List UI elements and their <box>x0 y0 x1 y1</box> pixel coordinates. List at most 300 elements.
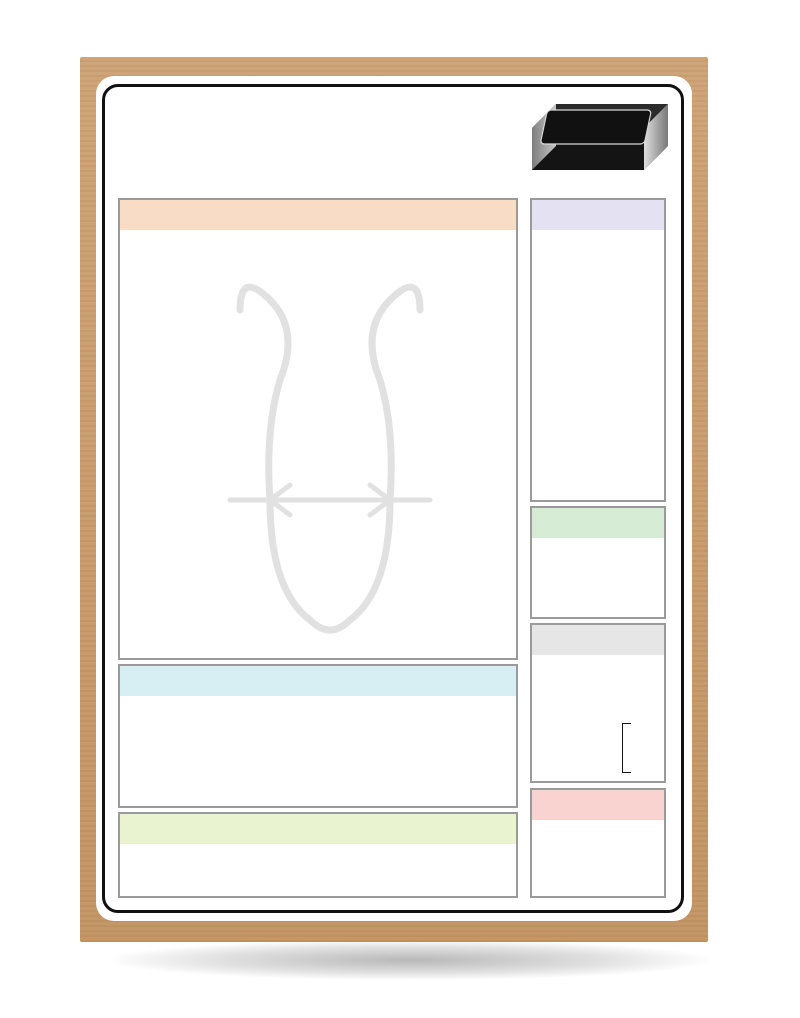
table-row <box>541 601 589 616</box>
resistor-value <box>346 371 403 388</box>
resistor-value <box>120 640 177 657</box>
table-row <box>541 572 589 587</box>
resistor-value <box>403 455 460 472</box>
resistor-value <box>346 253 403 270</box>
transistor-marking <box>599 362 633 378</box>
resistor-value <box>290 421 347 438</box>
resistor-value <box>403 287 460 304</box>
resistor-value <box>177 236 234 253</box>
transistor-part <box>541 378 599 394</box>
resistor-value <box>459 388 516 405</box>
table-row <box>541 394 667 410</box>
resistor-value <box>290 287 347 304</box>
resistor-value <box>177 640 234 657</box>
ics-section <box>530 506 666 619</box>
resistor-value <box>459 287 516 304</box>
resistor-value <box>177 320 234 337</box>
transistor-marking <box>599 410 633 426</box>
table-row <box>120 472 516 489</box>
transistor-marking <box>599 473 633 489</box>
resistor-value <box>346 607 403 624</box>
resistor-value <box>233 388 290 405</box>
resistor-value <box>459 421 516 438</box>
resistor-value <box>290 590 347 607</box>
resistor-value <box>346 556 403 573</box>
resistor-value <box>403 590 460 607</box>
transistor-marking <box>599 251 633 267</box>
resistor-value <box>459 236 516 253</box>
resistor-value <box>120 388 177 405</box>
resistor-value <box>290 522 347 539</box>
resistor-value <box>233 337 290 354</box>
table-row <box>120 253 516 270</box>
transistors-header <box>532 200 664 230</box>
resistor-value <box>459 455 516 472</box>
resistor-value <box>459 404 516 421</box>
transistor-type <box>633 330 667 346</box>
table-row <box>541 542 589 557</box>
resistor-value <box>346 573 403 590</box>
resistor-value <box>177 607 234 624</box>
resistor-value <box>346 640 403 657</box>
resistor-value <box>177 404 234 421</box>
transistor-part <box>541 330 599 346</box>
resistor-value <box>120 556 177 573</box>
resistor-value <box>290 573 347 590</box>
resistor-value <box>346 506 403 523</box>
resistor-value <box>233 253 290 270</box>
table-row <box>120 337 516 354</box>
resistor-value <box>177 438 234 455</box>
table-row <box>541 840 605 855</box>
resistor-value <box>233 303 290 320</box>
table-row <box>541 362 667 378</box>
resistor-value <box>403 438 460 455</box>
resistor-value <box>459 506 516 523</box>
resistor-value <box>177 590 234 607</box>
transistor-marking <box>599 235 633 251</box>
resistor-value <box>177 489 234 506</box>
table-row <box>120 421 516 438</box>
list-item <box>618 667 658 682</box>
table-row <box>120 623 516 640</box>
chip-resistor-icon <box>528 98 672 178</box>
resistor-value <box>120 455 177 472</box>
resistor-value <box>459 337 516 354</box>
table-row <box>541 267 667 283</box>
resistor-value <box>290 455 347 472</box>
resistor-value <box>120 573 177 590</box>
transistor-part <box>541 410 599 426</box>
resistor-value <box>233 573 290 590</box>
resistors-header <box>120 200 516 230</box>
resistor-value <box>346 337 403 354</box>
resistor-value <box>120 472 177 489</box>
table-row <box>541 869 605 884</box>
transistor-marking <box>599 314 633 330</box>
table-row <box>541 825 605 840</box>
resistor-value <box>346 236 403 253</box>
table-row <box>541 586 589 601</box>
resistor-value <box>403 472 460 489</box>
transistor-part <box>541 442 599 458</box>
table-row <box>541 442 667 458</box>
transistor-marking <box>599 378 633 394</box>
table-row <box>541 346 667 362</box>
resistor-value <box>233 472 290 489</box>
resistor-value <box>346 455 403 472</box>
table-row <box>120 489 516 506</box>
led-table <box>541 825 605 898</box>
table-row <box>120 438 516 455</box>
resistor-value <box>346 590 403 607</box>
resistor-value <box>403 421 460 438</box>
resistor-value <box>403 506 460 523</box>
table-row <box>541 854 605 869</box>
table-row <box>120 455 516 472</box>
resistor-value <box>459 438 516 455</box>
transistor-marking <box>599 346 633 362</box>
led-color <box>541 869 605 884</box>
ic-part <box>541 601 589 616</box>
table-row <box>120 270 516 287</box>
resistor-value <box>177 371 234 388</box>
transistor-part <box>541 251 599 267</box>
transistor-part <box>541 362 599 378</box>
resistor-value <box>403 607 460 624</box>
transistor-type <box>633 394 667 410</box>
diodes-section <box>118 812 518 898</box>
table-row <box>120 573 516 590</box>
resistor-value <box>403 522 460 539</box>
resistor-value <box>290 354 347 371</box>
table-row <box>541 299 667 315</box>
table-row <box>120 607 516 624</box>
table-row <box>120 522 516 539</box>
table-row <box>120 303 516 320</box>
resistor-value <box>459 303 516 320</box>
inductor-0420-bracket <box>622 723 631 773</box>
resistor-value <box>120 623 177 640</box>
transistor-part <box>541 299 599 315</box>
resistor-value <box>403 303 460 320</box>
resistor-value <box>290 472 347 489</box>
resistor-value <box>290 640 347 657</box>
transistor-marking <box>599 426 633 442</box>
resistor-value <box>459 270 516 287</box>
resistor-value <box>459 539 516 556</box>
resistor-value <box>233 236 290 253</box>
resistor-value <box>177 270 234 287</box>
ics-header <box>532 508 664 538</box>
resistor-value <box>120 270 177 287</box>
transistor-type <box>633 299 667 315</box>
resistor-value <box>459 320 516 337</box>
resistor-value <box>403 253 460 270</box>
led-color <box>541 840 605 855</box>
transistor-type <box>633 235 667 251</box>
transistor-type <box>633 410 667 426</box>
resistor-value <box>290 607 347 624</box>
resistor-value <box>290 388 347 405</box>
transistor-type <box>633 314 667 330</box>
table-row <box>120 236 516 253</box>
table-row <box>120 506 516 523</box>
resistor-value <box>177 556 234 573</box>
resistor-value <box>233 320 290 337</box>
resistor-value <box>403 556 460 573</box>
table-row <box>120 388 516 405</box>
table-row <box>120 371 516 388</box>
resistor-value <box>459 253 516 270</box>
resistor-value <box>120 438 177 455</box>
resistor-value <box>346 287 403 304</box>
table-row <box>541 557 589 572</box>
resistor-value <box>403 236 460 253</box>
resistor-value <box>403 623 460 640</box>
transistor-type <box>633 267 667 283</box>
resistor-value <box>177 506 234 523</box>
resistor-value <box>120 590 177 607</box>
transistor-part <box>541 283 599 299</box>
resistor-value <box>233 607 290 624</box>
resistor-value <box>290 270 347 287</box>
resistor-value <box>459 607 516 624</box>
resistor-value <box>346 623 403 640</box>
resistor-value <box>403 640 460 657</box>
transistor-type <box>633 442 667 458</box>
resistor-value <box>346 421 403 438</box>
transistor-marking <box>599 442 633 458</box>
table-row <box>541 314 667 330</box>
transistor-marking <box>599 330 633 346</box>
transistor-type <box>633 457 667 473</box>
transistor-marking <box>599 267 633 283</box>
resistor-value <box>403 320 460 337</box>
transistor-part <box>541 457 599 473</box>
ic-part <box>541 586 589 601</box>
resistor-value <box>403 388 460 405</box>
resistor-value <box>233 556 290 573</box>
resistor-value <box>120 337 177 354</box>
led-color <box>541 854 605 869</box>
resistor-value <box>233 421 290 438</box>
resistor-value <box>233 590 290 607</box>
transistor-part <box>541 473 599 489</box>
transistor-type <box>633 283 667 299</box>
resistor-value <box>120 607 177 624</box>
ic-part <box>541 557 589 572</box>
table-row <box>541 330 667 346</box>
resistor-value <box>403 573 460 590</box>
resistor-value <box>459 556 516 573</box>
resistor-value <box>290 489 347 506</box>
transistor-part <box>541 235 599 251</box>
transistor-table <box>541 235 667 505</box>
transistor-part <box>541 267 599 283</box>
ic-part <box>541 542 589 557</box>
resistor-value <box>120 236 177 253</box>
transistor-type <box>633 346 667 362</box>
resistor-value <box>346 354 403 371</box>
resistor-value <box>177 472 234 489</box>
resistor-value <box>403 337 460 354</box>
resistor-value <box>177 573 234 590</box>
leds-header <box>532 790 664 820</box>
resistor-value <box>233 371 290 388</box>
list-item <box>618 697 658 712</box>
resistor-value <box>233 354 290 371</box>
resistor-value <box>459 354 516 371</box>
resistor-value <box>177 539 234 556</box>
resistor-value <box>403 489 460 506</box>
table-row <box>120 556 516 573</box>
resistor-value <box>120 421 177 438</box>
resistor-value <box>459 623 516 640</box>
resistor-value <box>403 371 460 388</box>
led-color <box>541 883 605 898</box>
resistor-value <box>233 438 290 455</box>
resistor-value <box>233 506 290 523</box>
diodes-header <box>120 814 516 844</box>
transistor-marking <box>599 299 633 315</box>
table-row <box>541 235 667 251</box>
resistor-value <box>177 623 234 640</box>
resistor-value <box>233 522 290 539</box>
resistor-value <box>459 590 516 607</box>
resistor-value <box>233 404 290 421</box>
resistor-value <box>290 623 347 640</box>
resistor-value <box>459 489 516 506</box>
resistor-value-table <box>120 236 516 657</box>
resistor-value <box>290 438 347 455</box>
list-item <box>618 682 658 697</box>
resistor-value <box>346 522 403 539</box>
resistor-value <box>290 253 347 270</box>
transistor-part <box>541 346 599 362</box>
transistor-marking <box>599 394 633 410</box>
table-row <box>541 378 667 394</box>
resistor-value <box>403 404 460 421</box>
resistor-value <box>459 472 516 489</box>
table-row <box>120 287 516 304</box>
resistor-value <box>346 539 403 556</box>
resistor-value <box>290 404 347 421</box>
leds-section <box>530 788 666 898</box>
transistor-marking <box>599 283 633 299</box>
resistor-value <box>177 455 234 472</box>
resistor-value <box>346 404 403 421</box>
resistor-value <box>177 522 234 539</box>
resistor-value <box>346 388 403 405</box>
transistor-type <box>633 362 667 378</box>
resistor-value <box>233 270 290 287</box>
transistor-part <box>541 489 599 505</box>
table-row <box>120 320 516 337</box>
table-row <box>120 539 516 556</box>
resistor-value <box>120 506 177 523</box>
transistor-part <box>541 394 599 410</box>
table-row <box>541 251 667 267</box>
resistor-value <box>233 455 290 472</box>
transistor-marking <box>599 489 633 505</box>
table-row <box>120 640 516 657</box>
resistor-value <box>177 421 234 438</box>
table-row <box>541 426 667 442</box>
resistor-value <box>346 303 403 320</box>
transistor-type <box>633 473 667 489</box>
resistor-value <box>120 287 177 304</box>
transistor-type <box>633 378 667 394</box>
resistor-value <box>459 640 516 657</box>
transistor-type <box>633 251 667 267</box>
resistor-value <box>290 320 347 337</box>
resistor-value <box>120 404 177 421</box>
resistor-value <box>346 270 403 287</box>
transistor-part <box>541 426 599 442</box>
table-row <box>541 457 667 473</box>
table-row <box>541 410 667 426</box>
resistor-value <box>120 253 177 270</box>
inductors-header <box>532 625 664 655</box>
resistor-value <box>120 371 177 388</box>
table-row <box>541 489 667 505</box>
resistor-value <box>233 623 290 640</box>
ic-table <box>541 542 589 616</box>
transistor-part <box>541 314 599 330</box>
resistor-value <box>177 287 234 304</box>
resistor-value <box>177 303 234 320</box>
transistor-type <box>633 489 667 505</box>
resistor-value <box>233 287 290 304</box>
resistor-value <box>120 320 177 337</box>
resistor-value <box>290 506 347 523</box>
resistor-value <box>459 522 516 539</box>
table-row <box>541 883 605 898</box>
ic-part <box>541 572 589 587</box>
table-row <box>120 354 516 371</box>
resistor-value <box>290 236 347 253</box>
table-row <box>120 404 516 421</box>
resistor-value <box>120 539 177 556</box>
resistor-value <box>403 354 460 371</box>
resistor-value <box>290 303 347 320</box>
resistor-value <box>120 522 177 539</box>
transistor-marking <box>599 457 633 473</box>
capacitors-section <box>118 664 518 808</box>
resistor-value <box>346 438 403 455</box>
resistor-value <box>459 573 516 590</box>
table-row <box>541 283 667 299</box>
resistor-value <box>177 388 234 405</box>
resistor-value <box>346 472 403 489</box>
resistor-value <box>346 489 403 506</box>
resistor-value <box>290 556 347 573</box>
capacitors-header <box>120 666 516 696</box>
resistors-section <box>118 198 518 660</box>
table-row <box>541 473 667 489</box>
resistor-value <box>120 489 177 506</box>
resistor-value <box>290 337 347 354</box>
resistor-value <box>346 320 403 337</box>
resistor-value <box>233 539 290 556</box>
resistor-value <box>177 253 234 270</box>
resistor-value <box>459 371 516 388</box>
box-shadow <box>110 940 710 980</box>
resistor-value <box>233 640 290 657</box>
resistor-value <box>120 303 177 320</box>
resistor-value <box>177 337 234 354</box>
